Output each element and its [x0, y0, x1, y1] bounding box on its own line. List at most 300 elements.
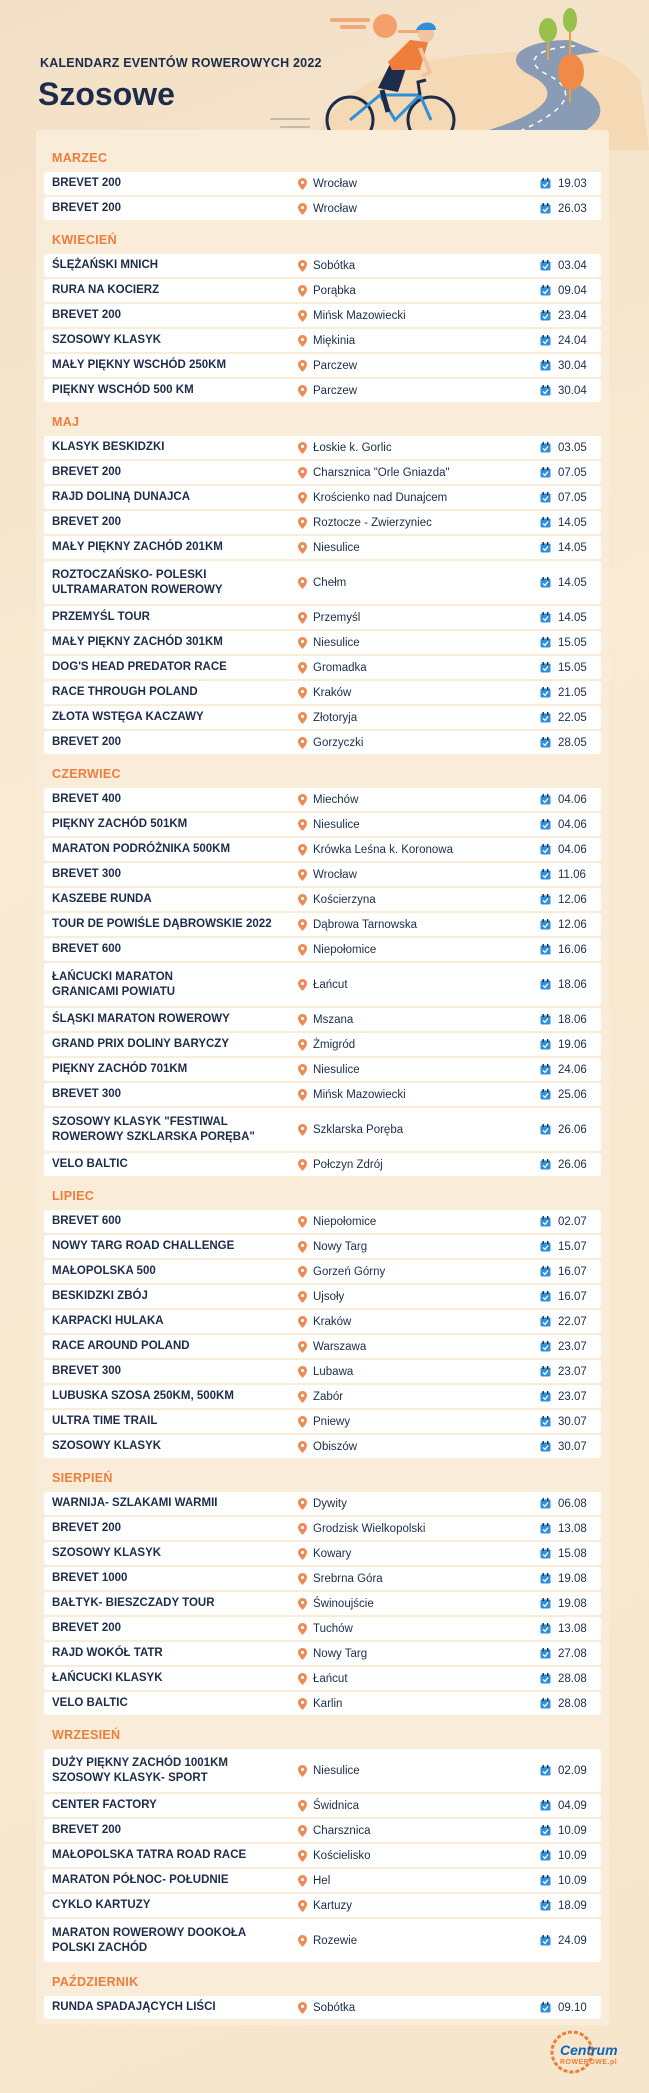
event-row: [44, 788, 601, 811]
event-date: [540, 1996, 587, 2019]
event-name: SZOSOWY KLASYK "FESTIWAL ROWEROWY SZKLARSKA PORĘBA": [52, 1115, 255, 1143]
calendar-icon: [540, 894, 551, 905]
event-date-text: 26.06: [558, 1158, 587, 1171]
event-name: VELO BALTIC: [52, 1158, 128, 1170]
event-date: [540, 1667, 587, 1690]
event-row: [44, 304, 601, 327]
event-date-text: 18.09: [558, 1899, 587, 1912]
event-date-text: 18.06: [558, 1013, 587, 1026]
event-location: [298, 329, 355, 352]
event-row: [44, 1310, 601, 1333]
event-date-text: 13.08: [558, 1622, 587, 1635]
map-pin-icon: [298, 1291, 307, 1303]
month-heading: LIPIEC: [52, 1189, 95, 1203]
event-name: LUBUSKA SZOSA 250KM, 500KM: [52, 1390, 234, 1402]
cloud-icon: [340, 25, 366, 29]
event-date: [540, 1058, 587, 1081]
calendar-icon: [540, 310, 551, 321]
event-location-text: Niesulice: [313, 1063, 360, 1076]
event-name: PRZEMYŚL TOUR: [52, 611, 150, 623]
event-date-text: 23.07: [558, 1390, 587, 1403]
event-date: [540, 1153, 587, 1176]
event-date: [540, 913, 587, 936]
event-date-text: 16.07: [558, 1265, 587, 1278]
calendar-icon: [540, 360, 551, 371]
event-location: [298, 1210, 376, 1233]
calendar-icon: [540, 869, 551, 880]
event-date: [540, 1385, 587, 1408]
map-pin-icon: [298, 577, 307, 589]
event-location-text: Wrocław: [313, 177, 357, 190]
event-date: [540, 304, 587, 327]
event-location: [298, 379, 357, 402]
event-row: [44, 731, 601, 754]
event-location: [298, 1749, 360, 1792]
event-row: [44, 1435, 601, 1458]
event-location: [298, 304, 406, 327]
event-location-text: Sobótka: [313, 2001, 356, 2014]
event-name: BREVET 600: [52, 1215, 122, 1227]
map-pin-icon: [298, 1124, 307, 1136]
event-location: [298, 913, 417, 936]
event-date: [540, 279, 587, 302]
event-location: [298, 863, 357, 886]
map-pin-icon: [298, 385, 307, 397]
event-row: [44, 1667, 601, 1690]
event-row: [44, 1210, 601, 1233]
event-row: [44, 1235, 601, 1258]
event-date-text: 24.06: [558, 1063, 587, 1076]
calendar-icon: [540, 1548, 551, 1559]
event-row: [44, 838, 601, 861]
event-location: [298, 1033, 355, 1056]
event-name: ŚLĘŻAŃSKI MNICH: [52, 259, 159, 271]
event-location: [298, 888, 376, 911]
event-date: [540, 1235, 587, 1258]
event-date-text: 04.06: [558, 793, 587, 806]
event-location-text: Połczyn Zdrój: [313, 1158, 383, 1171]
map-pin-icon: [298, 1241, 307, 1253]
event-location: [298, 1542, 351, 1565]
event-location-text: Rozewie: [313, 1934, 358, 1947]
event-name: DOG'S HEAD PREDATOR RACE: [52, 661, 227, 673]
event-location-text: Parczew: [313, 384, 358, 397]
event-date-text: 19.03: [558, 177, 587, 190]
event-location: [298, 461, 450, 484]
event-location: [298, 486, 447, 509]
event-location: [298, 1996, 355, 2019]
cloud-icon: [330, 18, 370, 22]
calendar-icon: [540, 1573, 551, 1584]
calendar-icon: [540, 637, 551, 648]
map-pin-icon: [298, 1064, 307, 1076]
event-location-text: Pniewy: [313, 1415, 351, 1428]
calendar-icon: [540, 1366, 551, 1377]
event-location: [298, 197, 357, 220]
map-pin-icon: [298, 1391, 307, 1403]
event-location: [298, 1642, 367, 1665]
tree-icon: [539, 18, 557, 42]
tree-icon: [563, 8, 577, 32]
event-location-text: Krościenko nad Dunajcem: [313, 491, 448, 504]
event-row: [44, 1360, 601, 1383]
map-pin-icon: [298, 1014, 307, 1026]
motion-line: [270, 118, 310, 120]
event-location: [298, 1260, 385, 1283]
calendar-icon: [540, 260, 551, 271]
event-date: [540, 1819, 587, 1842]
event-date: [540, 888, 587, 911]
event-date-text: 19.08: [558, 1597, 587, 1610]
event-date: [540, 1008, 587, 1031]
event-date: [540, 1517, 587, 1540]
event-date: [540, 1894, 587, 1917]
event-name: BREVET 200: [52, 516, 122, 528]
event-date-text: 23.07: [558, 1365, 587, 1378]
event-location-text: Świdnica: [313, 1799, 360, 1812]
event-location-text: Dywity: [313, 1497, 347, 1510]
event-date-text: 06.08: [558, 1497, 587, 1510]
event-location: [298, 938, 376, 961]
event-date-text: 10.09: [558, 1824, 587, 1837]
event-date-text: 14.05: [558, 541, 587, 554]
map-pin-icon: [298, 1825, 307, 1837]
event-date: [540, 1310, 587, 1333]
calendar-icon: [540, 1765, 551, 1776]
event-name: BREVET 300: [52, 868, 122, 880]
event-date: [540, 1335, 587, 1358]
event-row: [44, 461, 601, 484]
calendar-icon: [540, 178, 551, 189]
map-pin-icon: [298, 178, 307, 190]
map-pin-icon: [298, 517, 307, 529]
event-name: SZOSOWY KLASYK: [52, 1440, 162, 1452]
event-date-text: 19.08: [558, 1572, 587, 1585]
calendar-icon: [540, 1124, 551, 1135]
event-location-text: Porąbka: [313, 284, 356, 297]
event-name: RAJD DOLINĄ DUNAJCA: [52, 491, 191, 503]
event-location: [298, 788, 358, 811]
map-pin-icon: [298, 662, 307, 674]
event-date-text: 10.09: [558, 1849, 587, 1862]
event-date: [540, 254, 587, 277]
event-row: [44, 1617, 601, 1640]
calendar-icon: [540, 1648, 551, 1659]
event-location: [298, 1492, 347, 1515]
map-pin-icon: [298, 637, 307, 649]
event-name: BREVET 200: [52, 1622, 122, 1634]
calendar-icon: [540, 1291, 551, 1302]
event-row: [44, 1592, 601, 1615]
event-name: VELO BALTIC: [52, 1697, 128, 1709]
event-location-text: Charsznica: [313, 1824, 371, 1837]
calendar-icon: [540, 1039, 551, 1050]
event-date: [540, 354, 587, 377]
event-date: [540, 938, 587, 961]
event-location: [298, 631, 360, 654]
event-location-text: Hel: [313, 1874, 331, 1887]
map-pin-icon: [298, 1875, 307, 1887]
calendar-icon: [540, 1900, 551, 1911]
calendar-icon: [540, 662, 551, 673]
event-location: [298, 838, 453, 861]
event-date-text: 12.06: [558, 918, 587, 931]
calendar-icon: [540, 1800, 551, 1811]
event-row: [44, 1894, 601, 1917]
event-row: [44, 511, 601, 534]
event-date: [540, 1210, 587, 1233]
event-name: KARPACKI HULAKA: [52, 1315, 164, 1327]
event-location: [298, 813, 360, 836]
calendar-icon: [540, 1523, 551, 1534]
event-location: [298, 172, 357, 195]
event-row: [44, 436, 601, 459]
event-date: [540, 561, 587, 604]
map-pin-icon: [298, 467, 307, 479]
event-location: [298, 254, 355, 277]
event-name: RUNDA SPADAJĄCYCH LIŚCI: [52, 2001, 216, 2013]
event-date-text: 30.07: [558, 1415, 587, 1428]
map-pin-icon: [298, 1159, 307, 1171]
event-date: [540, 1083, 587, 1106]
event-row: [44, 863, 601, 886]
map-pin-icon: [298, 1089, 307, 1101]
event-name: BREVET 1000: [52, 1572, 128, 1584]
calendar-icon: [540, 1241, 551, 1252]
event-name: MAŁOPOLSKA 500: [52, 1265, 156, 1277]
event-name: BREVET 300: [52, 1088, 122, 1100]
event-location: [298, 511, 432, 534]
calendar-icon: [540, 712, 551, 723]
event-location-text: Obiszów: [313, 1440, 358, 1453]
event-location-text: Niesulice: [313, 1764, 360, 1777]
event-date-text: 28.08: [558, 1697, 587, 1710]
event-location-text: Kraków: [313, 686, 352, 699]
month-heading: MARZEC: [52, 151, 108, 165]
map-pin-icon: [298, 335, 307, 347]
event-location: [298, 1617, 353, 1640]
calendar-icon: [540, 1875, 551, 1886]
event-row: [44, 1335, 601, 1358]
event-date-text: 07.05: [558, 491, 587, 504]
event-date: [540, 631, 587, 654]
event-location: [298, 279, 356, 302]
event-location: [298, 1919, 357, 1962]
event-name: BREVET 200: [52, 202, 122, 214]
calendar-icon: [540, 1159, 551, 1170]
event-row: [44, 1083, 601, 1106]
event-location: [298, 1410, 350, 1433]
map-pin-icon: [298, 1573, 307, 1585]
event-date: [540, 1642, 587, 1665]
event-location-text: Lubawa: [313, 1365, 354, 1378]
calendar-icon: [540, 1064, 551, 1075]
event-date: [540, 1542, 587, 1565]
map-pin-icon: [298, 1523, 307, 1535]
event-row: [44, 197, 601, 220]
month-heading: SIERPIEŃ: [52, 1471, 113, 1485]
event-date: [540, 1692, 587, 1715]
month-heading: PAŹDZIERNIK: [52, 1975, 139, 1989]
map-pin-icon: [298, 1623, 307, 1635]
event-name: DUŻY PIĘKNY ZACHÓD 1001KM SZOSOWY KLASYK- SPORT: [52, 1756, 228, 1784]
event-date-text: 30.07: [558, 1440, 587, 1453]
event-location-text: Wrocław: [313, 202, 357, 215]
event-name: ŁAŃCUCKI KLASYK: [52, 1672, 163, 1684]
event-location-text: Niepołomice: [313, 1215, 377, 1228]
event-date: [540, 1410, 587, 1433]
event-date: [540, 1435, 587, 1458]
event-location-text: Sobótka: [313, 259, 356, 272]
event-location-text: Szklarska Poręba: [313, 1123, 404, 1136]
event-location-text: Niesulice: [313, 636, 360, 649]
event-location-text: Gorzyczki: [313, 736, 364, 749]
event-date-text: 15.07: [558, 1240, 587, 1253]
event-date: [540, 1617, 587, 1640]
motion-line: [280, 126, 310, 128]
calendar-icon: [540, 737, 551, 748]
event-date: [540, 197, 587, 220]
event-date: [540, 511, 587, 534]
map-pin-icon: [298, 687, 307, 699]
event-row: [44, 1692, 601, 1715]
calendar-icon: [540, 335, 551, 346]
event-name: RURA NA KOCIERZ: [52, 284, 160, 296]
event-date-text: 07.05: [558, 466, 587, 479]
event-location: [298, 1058, 360, 1081]
event-date-text: 02.07: [558, 1215, 587, 1228]
calendar-icon: [540, 2002, 551, 2013]
map-pin-icon: [298, 1900, 307, 1912]
calendar-icon: [540, 442, 551, 453]
month-heading: CZERWIEC: [52, 767, 121, 781]
event-name: KLASYK BESKIDZKI: [52, 441, 165, 453]
event-location: [298, 1844, 371, 1867]
event-name: MARATON ROWEROWY DOOKOŁA POLSKI ZACHÓD: [52, 1926, 247, 1954]
event-row: [44, 1108, 601, 1151]
event-date: [540, 1869, 587, 1892]
event-name: MARATON PODRÓŻNIKA 500KM: [52, 843, 231, 855]
map-pin-icon: [298, 1598, 307, 1610]
event-name: BREVET 200: [52, 736, 122, 748]
event-date-text: 30.04: [558, 359, 587, 372]
map-pin-icon: [298, 2002, 307, 2014]
event-date: [540, 731, 587, 754]
calendar-icon: [540, 1416, 551, 1427]
event-date: [540, 1844, 587, 1867]
event-row: [44, 1285, 601, 1308]
event-date: [540, 379, 587, 402]
map-pin-icon: [298, 844, 307, 856]
calendar-icon: [540, 612, 551, 623]
event-row: [44, 486, 601, 509]
event-row: [44, 1567, 601, 1590]
event-row: [44, 1033, 601, 1056]
event-location: [298, 536, 360, 559]
map-pin-icon: [298, 1316, 307, 1328]
calendar-icon: [540, 1341, 551, 1352]
calendar-icon: [540, 577, 551, 588]
event-name: ŁAŃCUCKI MARATON GRANICAMI POWIATU: [52, 970, 176, 998]
event-row: [44, 536, 601, 559]
calendar-icon: [540, 794, 551, 805]
event-location-text: Dąbrowa Tarnowska: [313, 918, 417, 931]
event-name: RACE AROUND POLAND: [52, 1340, 190, 1352]
event-location-text: Kraków: [313, 1315, 352, 1328]
calendar-icon: [540, 1498, 551, 1509]
event-date: [540, 486, 587, 509]
event-row: [44, 354, 601, 377]
event-name: BREVET 600: [52, 943, 122, 955]
brand-logo-name: Centrum: [560, 2042, 618, 2058]
map-pin-icon: [298, 712, 307, 724]
event-location-text: Parczew: [313, 359, 358, 372]
cyclist-illustration: [270, 0, 649, 150]
event-row: [44, 279, 601, 302]
calendar-icon: [540, 819, 551, 830]
event-row: [44, 631, 601, 654]
map-pin-icon: [298, 1216, 307, 1228]
calendar-icon: [540, 385, 551, 396]
calendar-icon: [540, 1623, 551, 1634]
event-row: [44, 1542, 601, 1565]
calendar-icon: [540, 1391, 551, 1402]
event-row: [44, 1008, 601, 1031]
event-date: [540, 788, 587, 811]
event-location: [298, 1083, 406, 1106]
event-location: [298, 731, 363, 754]
event-location: [298, 1360, 353, 1383]
event-location-text: Wrocław: [313, 868, 357, 881]
event-location-text: Krówka Leśna k. Koronowa: [313, 843, 453, 856]
event-location-text: Złotoryja: [313, 711, 358, 724]
event-location: [298, 1567, 383, 1590]
event-location-text: Warszawa: [313, 1340, 367, 1353]
event-date: [540, 1794, 587, 1817]
event-row: [44, 1749, 601, 1792]
event-date-text: 04.09: [558, 1799, 587, 1812]
calendar-icon: [540, 1935, 551, 1946]
event-location: [298, 1008, 353, 1031]
event-location: [298, 963, 348, 1006]
event-name: MAŁY PIĘKNY WSCHÓD 250KM: [52, 359, 227, 371]
event-date-text: 23.04: [558, 309, 587, 322]
event-row: [44, 1819, 601, 1842]
event-location-text: Grodzisk Wielkopolski: [313, 1522, 426, 1535]
event-date-text: 24.09: [558, 1934, 587, 1947]
event-location-text: Żmigród: [313, 1038, 356, 1051]
event-date: [540, 461, 587, 484]
event-date: [540, 706, 587, 729]
event-row: [44, 254, 601, 277]
event-date: [540, 172, 587, 195]
event-date-text: 28.08: [558, 1672, 587, 1685]
map-pin-icon: [298, 737, 307, 749]
calendar-icon: [540, 919, 551, 930]
event-row: [44, 561, 601, 604]
event-location: [298, 656, 367, 679]
event-location: [298, 1819, 371, 1842]
event-location-text: Chełm: [313, 576, 347, 589]
calendar-icon: [540, 1598, 551, 1609]
event-name: SZOSOWY KLASYK: [52, 1547, 162, 1559]
event-row: [44, 938, 601, 961]
header: [0, 0, 649, 150]
event-date-text: 15.05: [558, 661, 587, 674]
event-name: RAJD WOKÓŁ TATR: [52, 1647, 163, 1659]
event-name: WARNIJA- SZLAKAMI WARMII: [52, 1497, 218, 1509]
event-location-text: Nowy Targ: [313, 1647, 368, 1660]
